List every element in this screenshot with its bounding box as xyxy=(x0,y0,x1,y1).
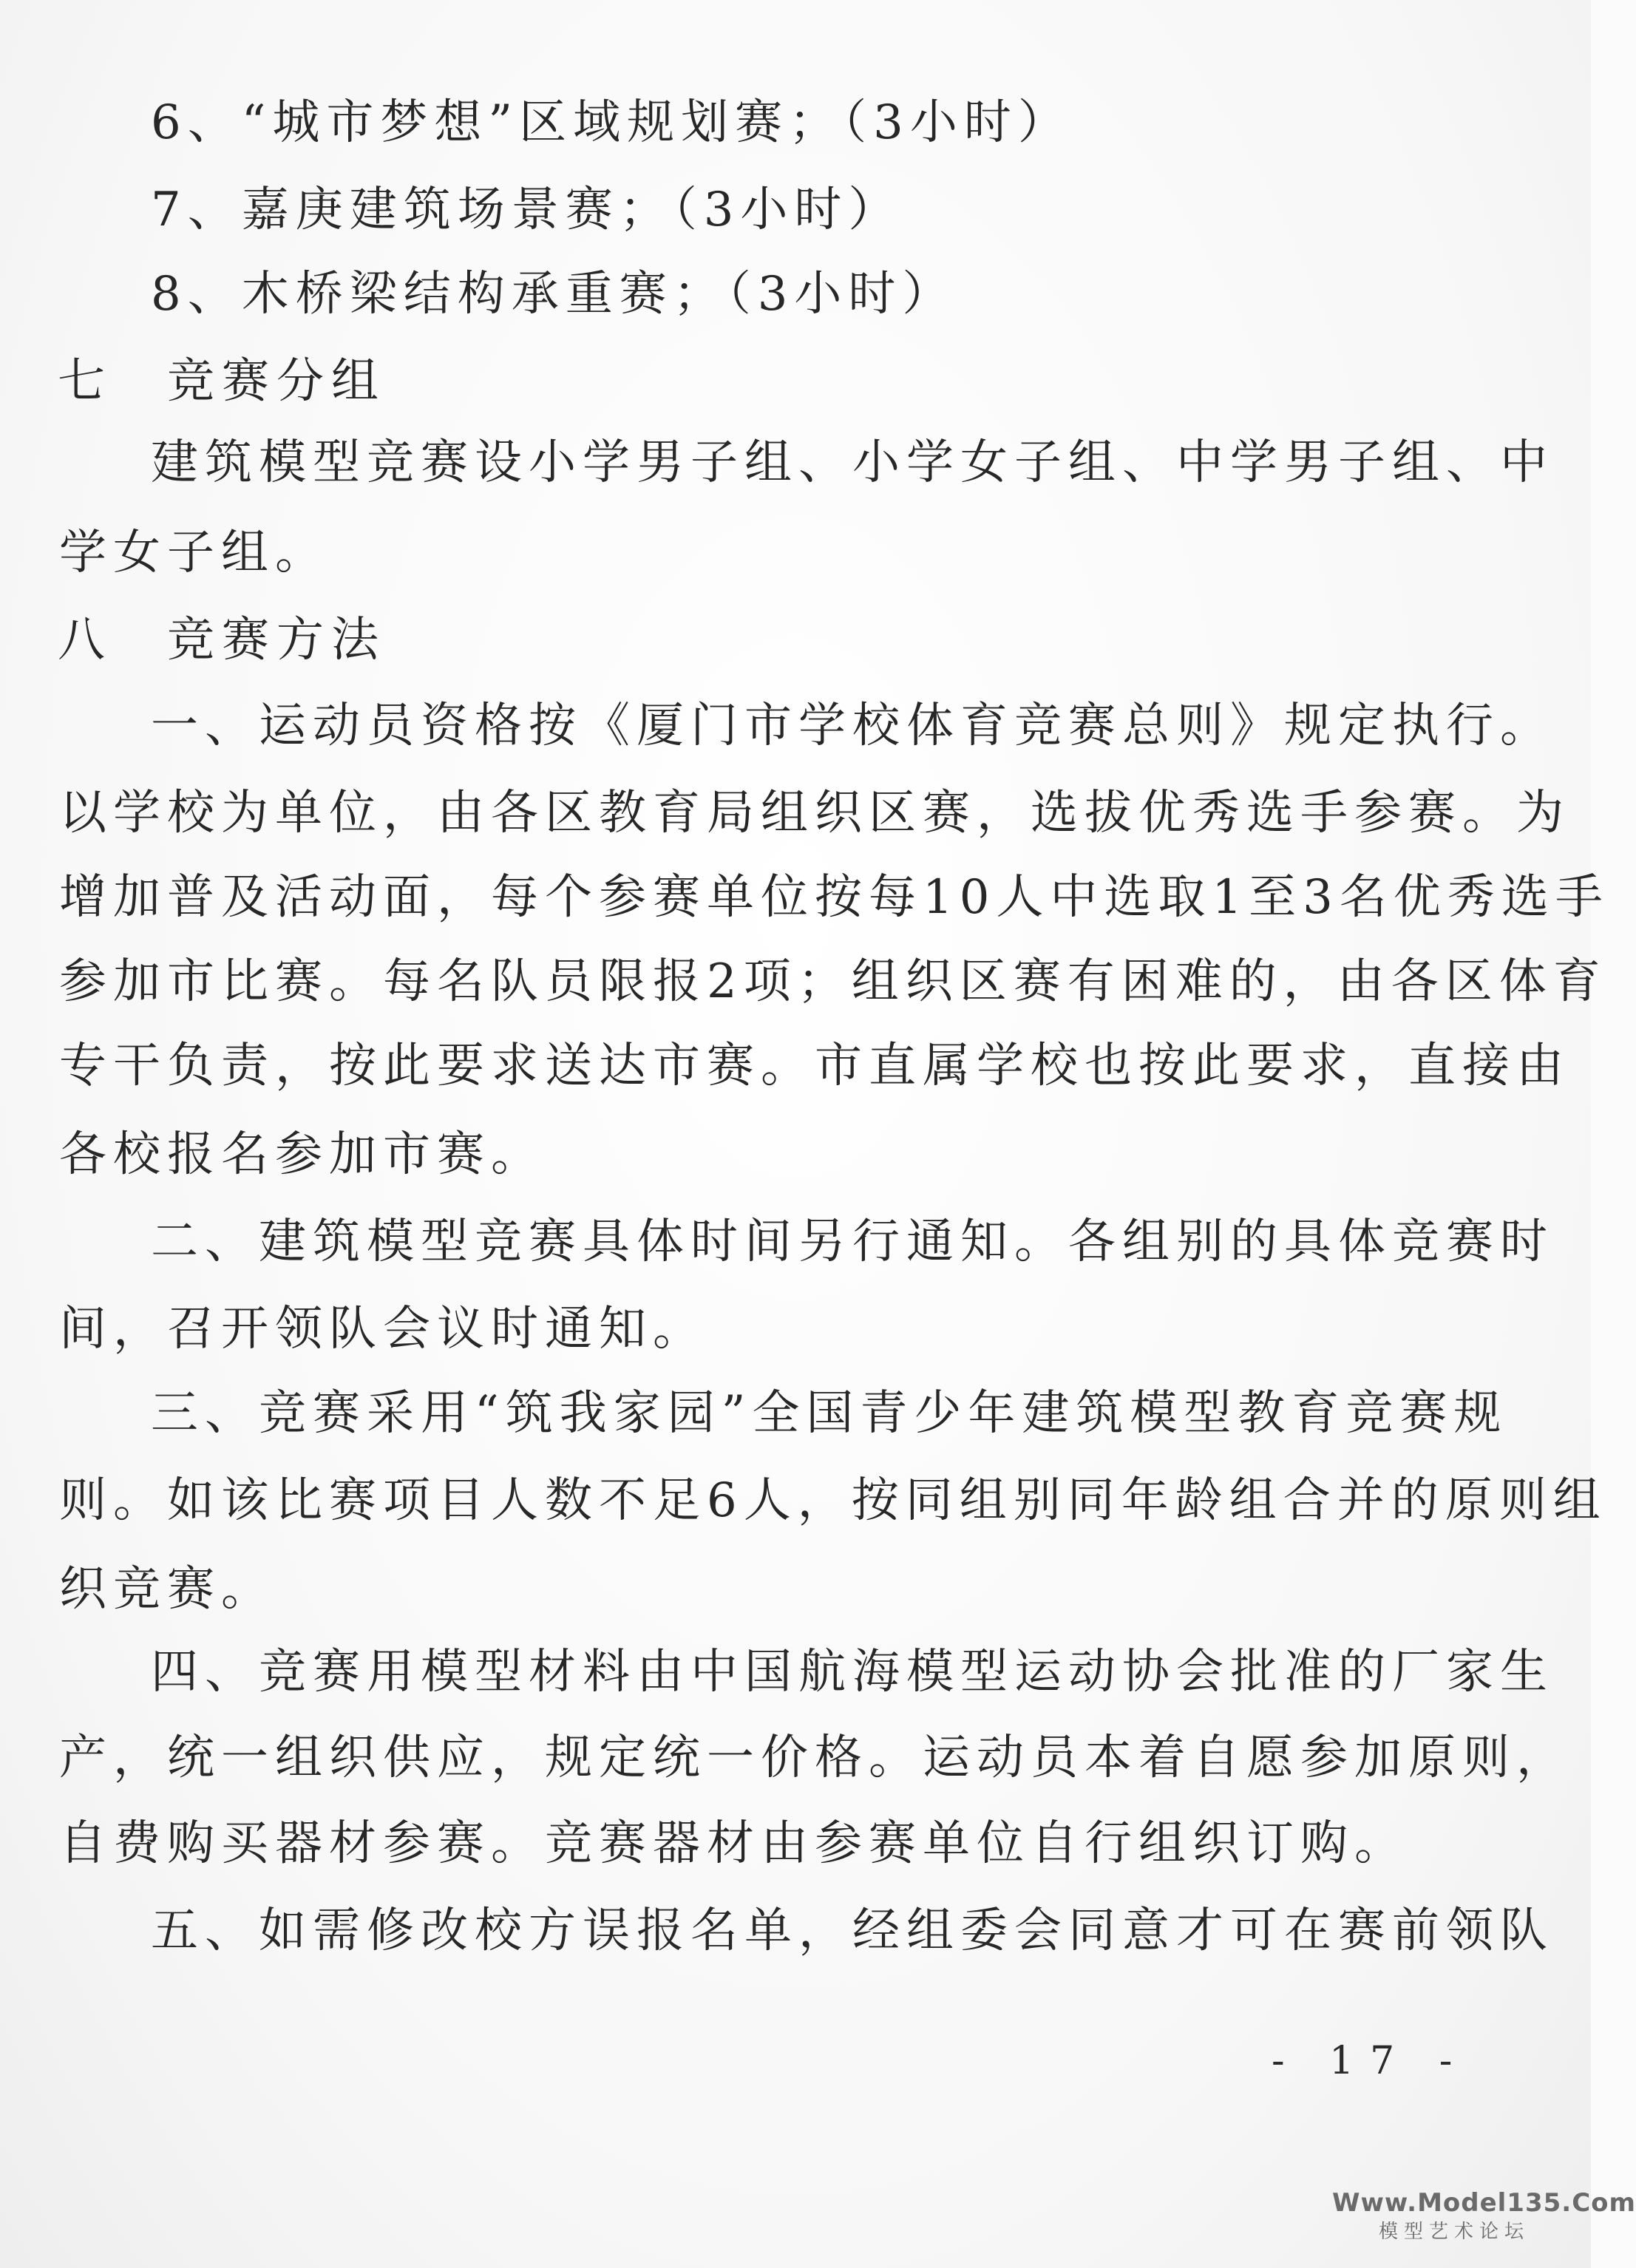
list-item-8: 8、木桥梁结构承重赛；（3小时） xyxy=(151,267,957,322)
paragraph-line: 则。如该比赛项目人数不足6人，按同组别同年龄组合并的原则组 xyxy=(59,1473,1607,1528)
paragraph-line: 参加市比赛。每名队员限报2项；组织区赛有困难的，由各区体育 xyxy=(59,954,1607,1009)
paragraph-line: 学女子组。 xyxy=(59,526,329,580)
watermark xyxy=(1332,2188,1636,2245)
paragraph-line: 各校报名参加市赛。 xyxy=(59,1127,545,1182)
paragraph-line: 专干负责，按此要求送达市赛。市直属学校也按此要求，直接由 xyxy=(59,1039,1570,1093)
paragraph-line: 间，召开领队会议时通知。 xyxy=(59,1302,707,1357)
paragraph-line: 自费购买器材参赛。竞赛器材由参赛单位自行组织订购。 xyxy=(59,1816,1408,1871)
paragraph-line: 二、建筑模型竞赛具体时间另行通知。各组别的具体竞赛时 xyxy=(151,1215,1554,1269)
watermark-url: Www.Model135.Com xyxy=(1332,2188,1636,2218)
paragraph-line: 三、竞赛采用“筑我家园”全国青少年建筑模型教育竞赛规 xyxy=(151,1386,1508,1441)
watermark-name: 模型艺术论坛 xyxy=(1378,2220,1530,2243)
paragraph-line: 四、竞赛用模型材料由中国航海模型运动协会批准的厂家生 xyxy=(151,1645,1554,1700)
paragraph-line: 产，统一组织供应，规定统一价格。运动员本着自愿参加原则， xyxy=(59,1731,1570,1785)
list-item-7: 7、嘉庚建筑场景赛；（3小时） xyxy=(151,183,903,237)
paragraph-line: 五、如需修改校方误报名单，经组委会同意才可在赛前领队 xyxy=(151,1904,1554,1958)
paragraph-line: 一、运动员资格按《厦门市学校体育竞赛总则》规定执行。 xyxy=(151,699,1554,753)
section-heading-7: 七 竞赛分组 xyxy=(58,354,386,409)
page-number: - 17 - xyxy=(1272,2039,1469,2083)
paragraph-line: 以学校为单位，由各区教育局组织区赛，选拔优秀选手参赛。为 xyxy=(59,786,1570,841)
paragraph-line: 增加普及活动面，每个参赛单位按每10人中选取1至3名优秀选手 xyxy=(59,870,1609,925)
paragraph-line: 织竞赛。 xyxy=(59,1562,275,1617)
list-item-6: 6、“城市梦想”区域规划赛；（3小时） xyxy=(151,95,1072,150)
paragraph-line: 建筑模型竞赛设小学男子组、小学女子组、中学男子组、中 xyxy=(151,435,1554,490)
section-heading-8: 八 竞赛方法 xyxy=(58,613,386,668)
